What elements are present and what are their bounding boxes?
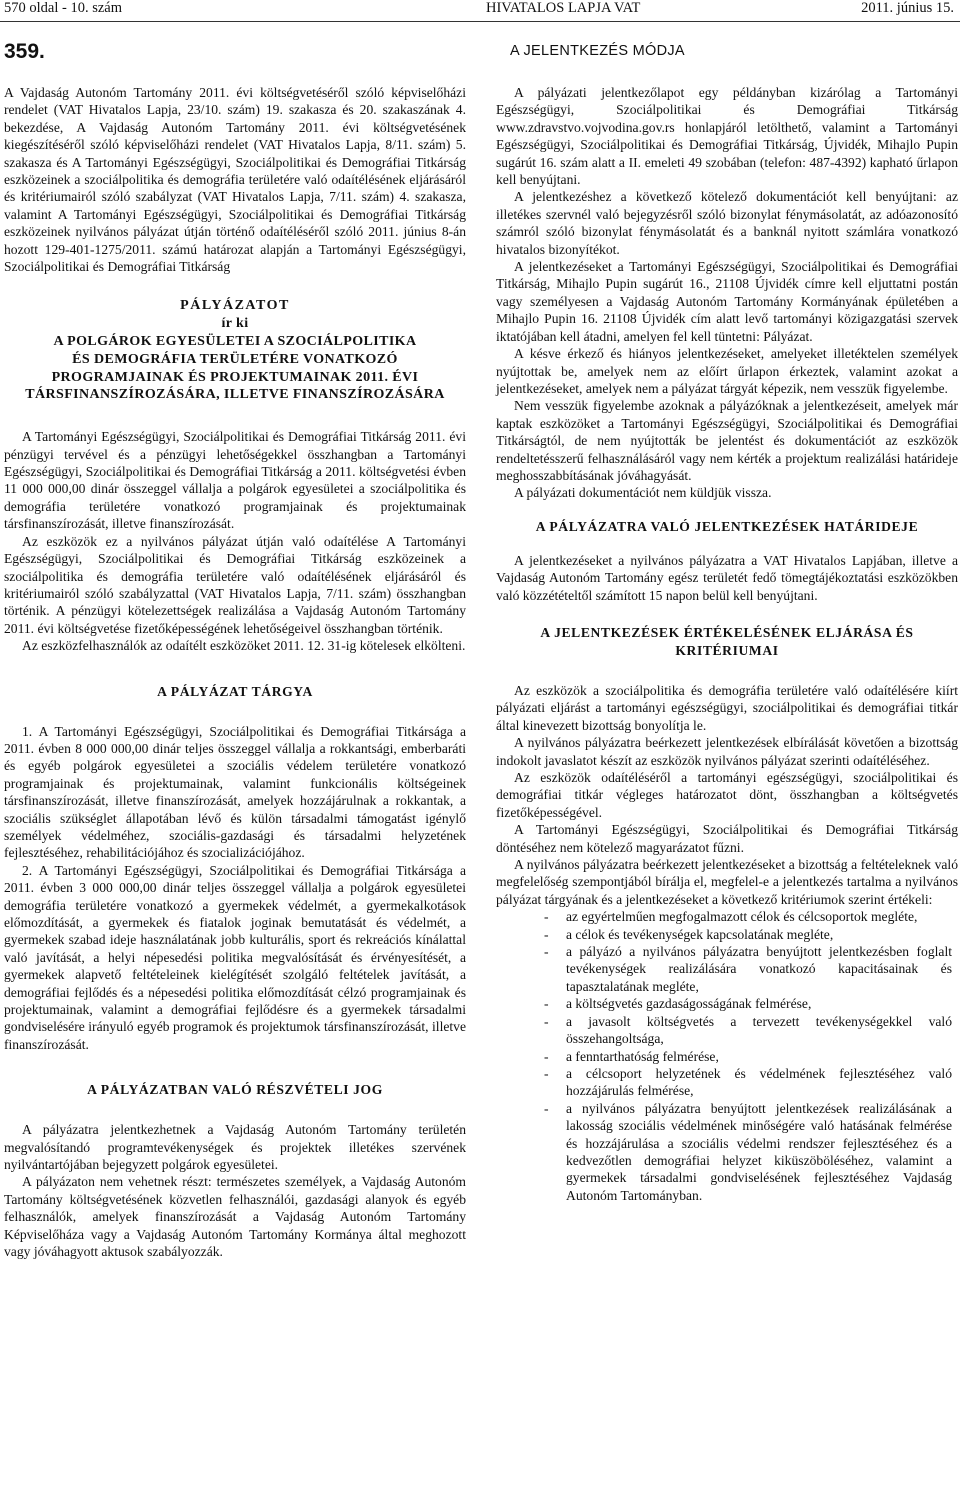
section-heading-subject: A PÁLYÁZAT TÁRGYA <box>157 683 313 699</box>
criteria-list <box>496 908 958 1204</box>
evaluation-heading-line-2: KRITÉRIUMAI <box>675 642 779 658</box>
criteria-item: - a javasolt költségvetés a tervezett tevékenységekkel való összehangoltsága, <box>496 1013 958 1048</box>
criteria-item: - az egyértelműen megfogalmazott célok és célcsoportok megléte, <box>496 908 958 925</box>
evaluation-paragraph-4: A Tartományi Egészségügyi, Szociálpolitikai és Demográfiai Titkárság döntéséhez nem kötelező magyarázatot fűzni. <box>496 822 958 855</box>
evaluation-heading-line-1: A JELENTKEZÉSEK ÉRTÉKELÉSÉNEK ELJÁRÁSA ÉS <box>540 624 914 640</box>
evaluation-paragraph-3: Az eszközök odaítéléséről a tartományi egészségügyi, szociálpolitikai és demográfiai titkár végleges határozatot dönt, összhangban a költségvetés fizetőképességével. <box>496 770 958 820</box>
method-paragraph-2: A jelentkezéshez a következő kötelező dokumentációt kell benyújtani: az illetékes szervnél való bejegyzésről szóló bizonylat fénymásolatát, az adóazonosító számról szóló bizonylat fénymásolatát és a banknál nyitott számlára vonatkozó hivatalos bizonyítékot. <box>496 189 958 257</box>
right-column <box>496 34 958 1204</box>
method-paragraph-3: A jelentkezéseket a Tartományi Egészségügyi, Szociálpolitikai és Demográfiai Titkárság, Mihajlo Pupin sugárút 16., 21108 Újvidék címre kell eljuttatni postán vagy személyesen a Vajdaság Autonóm Tartomány Kormányának épületében a Mihajlo Pupin 16. 21108 Újvidék cím alatt levő tartományi közigazgatási szervek iktatójában kell átadni, amelyen fel kell tüntetni: Pályázat. <box>496 259 958 344</box>
section-heading-method: A JELENTKEZÉS MÓDJA <box>510 43 685 59</box>
participation-paragraph-2: A pályázaton nem vehetnek részt: természetes személyek, a Vajdaság Autonóm Tartomány költségvetésének közvetlen felhasználói, gazdasági alanyok és egyéb felhasználók, amelyek finanszírozását a Vajdaság Autonóm Tartomány Képviselőháza vagy a Vajdaság Autonóm Tartomány Kormánya által meghozott vagy jóváhagyott aktusok szabályozzák. <box>4 1174 466 1260</box>
page-number: 570 oldal - 10. szám <box>4 0 122 16</box>
page-header <box>0 0 960 24</box>
section-heading-participation: A PÁLYÁZATBAN VALÓ RÉSZVÉTELI JOG <box>87 1082 383 1098</box>
title-line-4: TÁRSFINANSZÍROZÁSÁRA, ILLETVE FINANSZÍROZÁSÁRA <box>25 387 445 403</box>
title-line-1: A POLGÁROK EGYESÜLETEI A SZOCIÁLPOLITIKA <box>53 334 417 350</box>
title-sub: ír ki <box>221 316 249 332</box>
section-heading-evaluation <box>504 624 950 660</box>
deadline-paragraph: A jelentkezéseket a nyilvános pályázatra a VAT Hivatalos Lapjában, illetve a Vajdaság Autonóm Tartomány egész területét fedő tömegtájékoztatási eszközökben való közzétételtől számított 15 napon belül kell benyújtani. <box>496 552 958 603</box>
criteria-item: - a célok és tevékenységek kapcsolatának megléte, <box>496 926 958 943</box>
intro-paragraph-1: A Tartományi Egészségügyi, Szociálpolitikai és Demográfiai Titkárság 2011. évi pénzügyi tervével és a pénzügyi lehetőségekkel összhangban a Tartományi Egészségügyi, Szociálpolitikai és Demográfiai Titkárság a 2011. költségvetési évben 11 000 000,00 dinár összeggel vállalja a polgárok egyesületei a szociálpolitika és demográfia területére vonatkozó programjainak és projektumainak társfinanszírozását, illetve finanszírozását. <box>4 429 466 532</box>
intro-paragraph-2: Az eszközök ez a nyilvános pályázat útján való odaítélése A Tartományi Egészségügyi, Szociálpolitikai és Demográfiai Titkárság eszközeinek a szociálpolitika és demográfia területére való odaítélésének eljárásáról és kritériumairól szóló szabályzattal (VAT Hivatalos Lapja, 7/11. szám) összhangban történik. A pénzügyi kötelezettségek realizálása a Vajdaság Autonóm Tartomány 2011. évi költségvetése fizetőképességének lehetőségeivel összhangban történik. <box>4 533 466 636</box>
method-paragraph-6: A pályázati dokumentációt nem küldjük vissza. <box>514 485 772 501</box>
evaluation-paragraph-5: A nyilvános pályázatra beérkezett jelentkezéseket a bizottság a feltételeknek való megfelelőség szempontjából bírálja el, megfelel-e a jelentkezés tartalma a nyilvános pályázat tárgyának és a jelentkezéseket a következő kritériumok szerint értékeli: <box>496 857 958 907</box>
participation-paragraph-1: A pályázatra jelentkezhetnek a Vajdaság Autonóm Tartomány területén megvalósítandó programtevékenységek és projektek illetékes szervének nyilvántartójában bejegyzett polgárok egyesületei. <box>4 1122 466 1173</box>
criteria-item: - a költségvetés gazdaságosságának felmérése, <box>496 995 958 1012</box>
method-paragraph-4: A késve érkező és hiányos jelentkezéseket, amelyeket illetéktelen személyek nyújtottak be, amelyek nem az előírt űrlapon érkeztek, valamint azokat a jelentkezéseket, amelyek nem a pályázat tárgyát képezik, nem vesszük figyelembe. <box>496 346 958 396</box>
document-number: 359. <box>4 40 45 63</box>
header-rule <box>0 21 960 22</box>
title-line-2: ÉS DEMOGRÁFIA TERÜLETÉRE VONATKOZÓ <box>72 351 398 367</box>
evaluation-paragraph-1: Az eszközök a szociálpolitika és demográfia területére való odaítélésére kiírt pályázati eljárást a tartományi egészségügyi, szociálpolitikai és demográfiai titkár által kinevezett bizottság bonyolítja le. <box>496 682 958 733</box>
method-paragraph-1: A pályázati jelentkezőlapot egy példányban kizárólag a Tartományi Egészségügyi, Szociálpolitikai és Demográfiai Titkárság www.zdravstvo.vojvodina.gov.rs honlapjáról letölthető, valamint a Tartományi Egészségügyi, Szociálpolitikai és Demográfiai Titkárság, Újvidék, Mihajlo Pupin sugárút 16. szám alatt a II. emeleti 49 szobában (telefon: 487-4392) kapható űrlapon kell benyújtani. <box>496 85 958 188</box>
criteria-item: - a pályázó a nyilvános pályázatra benyújtott jelentkezésben foglalt tevékenységek realizálására vonatkozó kapacitásainak és tapasztalatának megléte, <box>496 943 958 995</box>
publication-title: HIVATALOS LAPJA VAT <box>486 0 641 16</box>
method-paragraph-5: Nem vesszük figyelembe azoknak a pályázóknak a jelentkezéseit, amelyek már kaptak eszközöket a Tartományi Egészségügyi, Szociálpolitikai és Demográfiai Titkárságtól, de nem nyújtották be jelentést és dokumentációt az eszközök rendeltetésszerű felhasználásáról vagy nem kérték a projektum realizálási határideje meghosszabbításának jóváhagyását. <box>496 398 958 483</box>
left-column <box>4 34 466 1261</box>
intro-paragraph-3: Az eszközfelhasználók az odaítélt eszközöket 2011. 12. 31-ig kötelesek elkölteni. <box>22 638 466 654</box>
section-heading-deadline: A PÁLYÁZATRA VALÓ JELENTKEZÉSEK HATÁRIDEJE <box>535 518 919 534</box>
criteria-item: - a fenntarthatóság felmérése, <box>496 1048 958 1065</box>
subject-paragraph-1: 1. A Tartományi Egészségügyi, Szociálpolitikai és Demográfiai Titkársága a 2011. évben 8 000 000,00 dinár teljes összeggel vállalja a rokkantsági, emberbaráti és egyéb polgárok egyesületei a szociális védelem területére vonatkozó programjainak és projektumainak, valamint funkcionális költségeinek társfinanszírozását, illetve finanszírozását, amelyek hozzájárulnak a rokkantak, a szociális szükséglet állapotában lévő és külön társadalmi támogatást igénylő személyek védelméhez, szociális-gazdasági és társadalmi helyzetének fejlesztéséhez, rehabilitációjához és szocializációjához. <box>4 723 466 861</box>
announcement-title <box>4 297 466 404</box>
preamble <box>4 84 466 275</box>
preamble-text: A Vajdaság Autonóm Tartomány 2011. évi költségvetéséről szóló képviselőházi rendelet (VAT Hivatalos Lapja, 23/10. szám) 19. szakasza és 20. szakaszának 4. bekezdése, A Vajdaság Autonóm Tartomány 2011. évi költségvetésének kiegészítéséről szóló képviselőházi rendelet (VAT Hivatalos Lapja, 8/11. szám) 5. szakasza és A Tartományi Egészségügyi, Szociálpolitikai és Demográfiai Titkárság eszközeinek a szociálpolitika és demográfia területére való odaítélésének eljárásáról és kritériumairól szóló szabályzat (VAT Hivatalos Lapja, 7/11. szám) 4. szakasza, valamint A Tartományi Egészségügyi, Szociálpolitikai és Demográfiai Titkárság eszközeinek nyilvános pályázat útján történő odaítéléséről szóló 2011. június 8-án hozott 129-401-1275/2011. számú határozat alapján a Tartományi Egészségügyi, Szociálpolitikai és Demográfiai Titkárság <box>4 85 466 275</box>
evaluation-paragraph-2: A nyilvános pályázatra beérkezett jelentkezések elbírálását követően a bizottság indokolt javaslatot készít az eszközök nyilvános pályázat szerinti odaítéléséhez. <box>496 735 958 768</box>
criteria-item: - a célcsoport helyzetének és védelmének fejlesztéséhez való hozzájárulás felmérése, <box>496 1065 958 1100</box>
issue-date: 2011. június 15. <box>861 0 954 16</box>
criteria-item: - a nyilvános pályázatra benyújtott jelentkezések realizálásának a lakosság szociális védelmének minőségére való hatásának felmérése és hozzájárulása a szociális védelmi rendszer fejlesztéséhez és a kedvezőtlen demográfiai helyzet kiküszöböléséhez, valamint a gyermekek társadalmi gondviselésének fejlesztéséhez Vajdaság Autonóm Tartományban. <box>496 1100 958 1204</box>
subject-paragraph-2: 2. A Tartományi Egészségügyi, Szociálpolitikai és Demográfiai Titkársága a 2011. évben 3 000 000,00 dinár teljes összeggel vállalja a polgárok egyesületei demográfia területére vonatkozó a gyermekek védelmét, a gyermekalkotások előmozdítását, a gyermekek és fiatalok joginak bemutatását és védelmét, a gyermekek szabad ideje használatának jobb kulturális, sport és rekreációs kínálattal való javítását, a helyi népesedési politika megvalósítását és érvényesítését, a gyermekek alapvető feltételeinek kielégítését szolgáló feltételek javítását, a demográfiai fejlődés és a népesedési politika előmozdítását célzó programjainak és projektumainak, valamint a demográfiai fejlődésre és a gyermekek társadalmi gondviselésére irányuló egyéb programok és projektumok társfinanszírozását, illetve finanszírozását. <box>4 862 466 1052</box>
title-main: PÁLYÁZATOT <box>180 298 290 314</box>
title-line-3: PROGRAMJAINAK ÉS PROJEKTUMAINAK 2011. ÉVI <box>51 369 419 385</box>
